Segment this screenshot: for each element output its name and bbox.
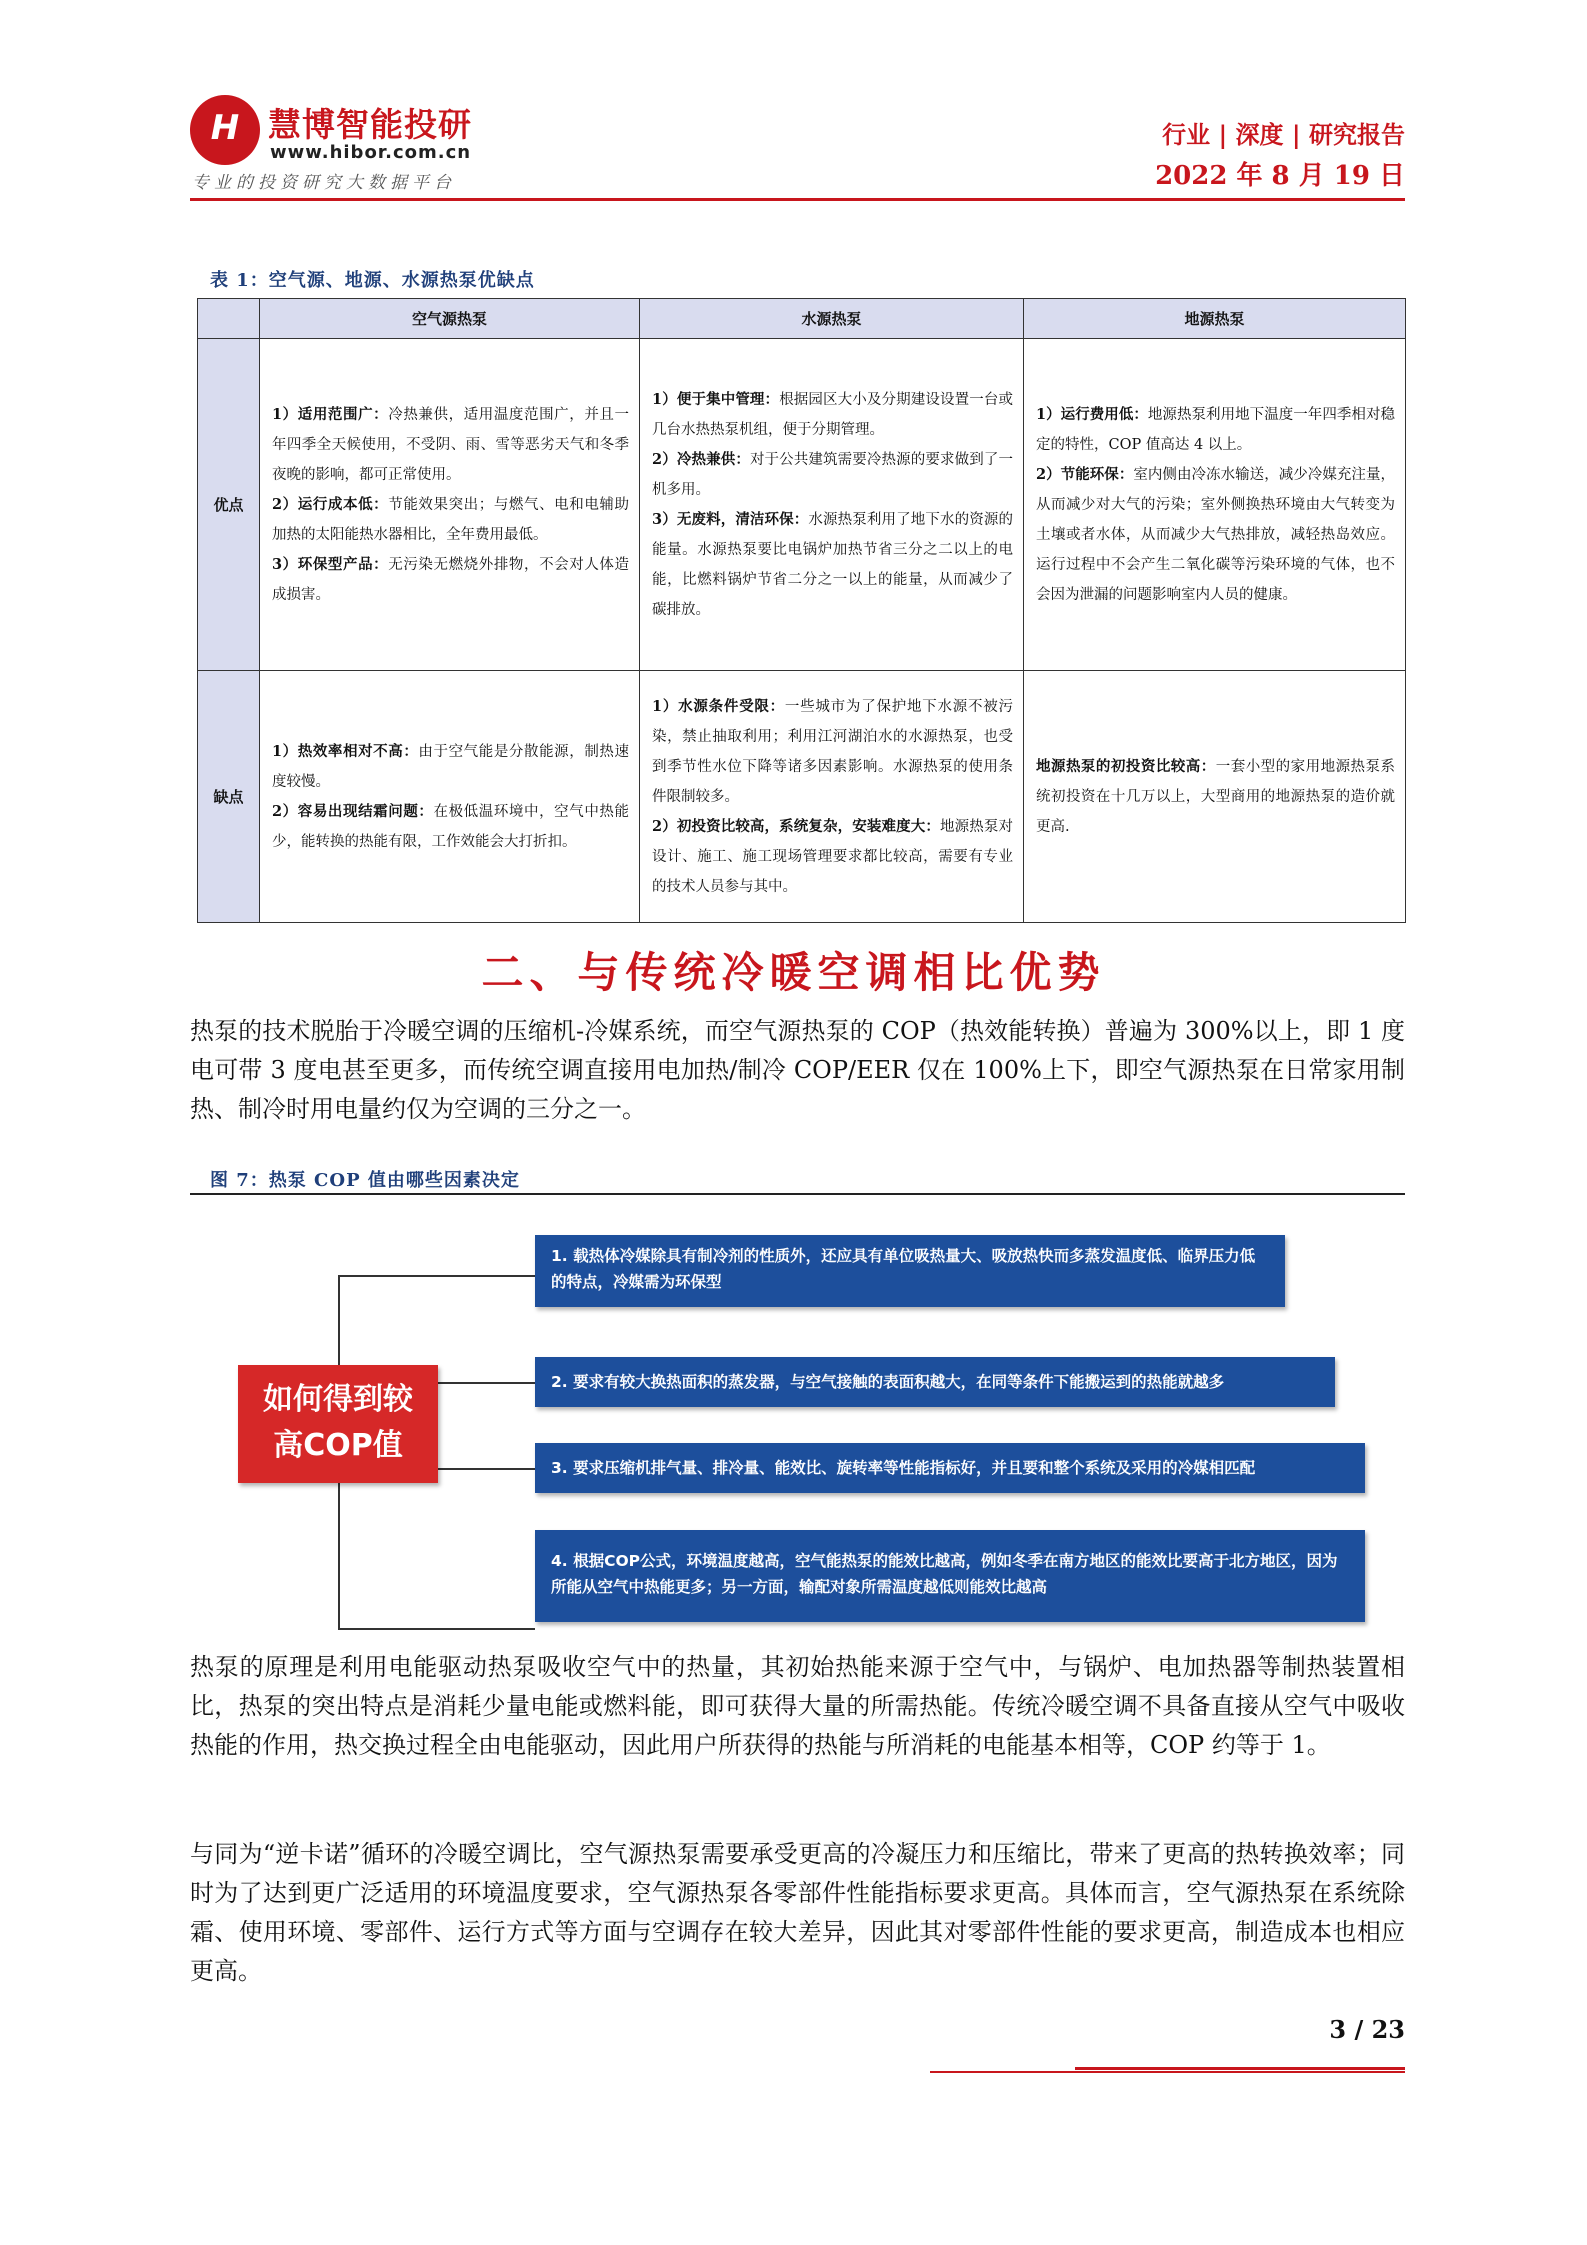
figure-caption: 图 7：热泵 COP 值由哪些因素决定: [210, 1170, 520, 1191]
table-cell: [1024, 671, 1406, 923]
cell-point: 3）环保型产品：无污染无燃烧外排物，不会对人体造成损害。: [272, 555, 630, 603]
hibor-logo-icon: H: [190, 95, 260, 165]
report-date: 2022 年 8 月 19 日: [1155, 161, 1405, 191]
logo-name: 慧博智能投研: [268, 105, 472, 144]
report-type: 行业 | 深度 | 研究报告: [1162, 120, 1405, 149]
cell-point: 地源热泵的初投资比较高：一套小型的家用地源热泵系统初投资在十几万以上，大型商用的地源热泵的造价就更高.: [1036, 757, 1396, 835]
table-cell: [260, 339, 640, 671]
row-label: 缺点: [198, 671, 260, 923]
paragraph-cop-intro: 热泵的技术脱胎于冷暖空调的压缩机-冷媒系统，而空气源热泵的 COP（热效能转换）普遍为 300%以上，即 1 度电可带 3 度电甚至更多，而传统空调直接用电加热/制冷 COP/EER 仅在 100%上下，即空气源热泵在日常家用制热、制冷时用电量约仅为空调的三分之一。: [190, 1017, 1405, 1123]
header-rule: [190, 198, 1405, 201]
paragraph-heat-pump-principle: 热泵的原理是利用电能驱动热泵吸收空气中的热量，其初始热能来源于空气中，与锅炉、电加热器等制热装置相比，热泵的突出特点是消耗少量电能或燃料能，即可获得大量的所需热能。传统冷暖空调不具备直接从空气中吸收热能的作用，热交换过程全由电能驱动，因此用户所获得的热能与所消耗的电能基本相等，COP 约等于 1。: [190, 1653, 1405, 1759]
page-header: [190, 95, 1405, 200]
table-caption: 表 1：空气源、地源、水源热泵优缺点: [210, 270, 535, 291]
factor-box: 2. 要求有较大换热面积的蒸发器，与空气接触的表面积越大，在同等条件下能搬运到的热能就越多: [535, 1357, 1335, 1407]
comparison-table: [197, 298, 1406, 923]
cell-point: 2）初投资比较高，系统复杂，安装难度大：地源热泵对设计、施工、施工现场管理要求都比较高，需要有专业的技术人员参与其中。: [652, 817, 1013, 895]
table-cell: [1024, 339, 1406, 671]
cell-point: 2）节能环保：室内侧由冷冻水输送，减少冷媒充注量，从而减少对大气的污染；室外侧换热环境由大气转变为土壤或者水体，从而减少大气热排放，减轻热岛效应。运行过程中不会产生二氧化碳等污染环境的气体，也不会因为泄漏的问题影响室内人员的健康。: [1036, 465, 1395, 603]
table-header-row: [198, 299, 1406, 339]
cell-point: 1）便于集中管理：根据园区大小及分期建设设置一台或几台水热热泵机组，便于分期管理。: [652, 390, 1014, 438]
cell-point: 1）热效率相对不高：由于空气能是分散能源，制热速度较慢。: [272, 742, 629, 790]
diagram-connector: [438, 1468, 535, 1470]
cell-point: 2）冷热兼供：对于公共建筑需要冷热源的要求做到了一机多用。: [652, 450, 1013, 498]
logo-slogan: 专业的投资研究大数据平台: [192, 173, 456, 193]
row-label: 优点: [198, 339, 260, 671]
footer-rule: [1075, 2067, 1405, 2070]
cell-point: 1）水源条件受限：一些城市为了保护地下水源不被污染，禁止抽取利用；利用江河湖泊水的水源热泵，也受到季节性水位下降等诸多因素影响。水源热泵的使用条件限制较多。: [652, 697, 1014, 805]
table-corner: [198, 299, 260, 339]
logo-url: www.hibor.com.cn: [270, 142, 472, 163]
diagram-connector: [438, 1382, 535, 1384]
table-cell: [260, 671, 640, 923]
paragraph-carnot-comparison: 与同为“逆卡诺”循环的冷暖空调比，空气源热泵需要承受更高的冷凝压力和压缩比，带来了更高的热转换效率；同时为了达到更广泛适用的环境温度要求，空气源热泵各零部件性能指标要求更高。具体而言，空气源热泵在系统除霜、使用环境、零部件、运行方式等方面与空调存在较大差异，因此其对零部件性能的要求更高，制造成本也相应更高。: [190, 1840, 1405, 1985]
factor-box: 4. 根据COP公式，环境温度越高，空气能热泵的能效比越高，例如冬季在南方地区的能效比要高于北方地区，因为所能从空气中热能更多；另一方面，输配对象所需温度越低则能效比越高: [535, 1530, 1365, 1622]
factor-box: 3. 要求压缩机排气量、排冷量、能效比、旋转率等性能指标好，并且要和整个系统及采用的冷媒相匹配: [535, 1443, 1365, 1493]
cell-point: 2）容易出现结霜问题：在极低温环境中，空气中热能少，能转换的热能有限，工作效能会大打折扣。: [272, 802, 629, 850]
footer-rule: [930, 2071, 1405, 2073]
figure-caption-rule: [190, 1193, 1405, 1195]
table-cell: [640, 671, 1024, 923]
diagram-center-box: [238, 1365, 438, 1483]
cell-point: 3）无废料，清洁环保：水源热泵利用了地下水的资源的能量。水源热泵要比电锅炉加热节省三分之二以上的电能，比燃料锅炉节省二分之一以上的能量，从而减少了碳排放。: [652, 510, 1013, 618]
column-header: 地源热泵: [1024, 299, 1406, 339]
column-header: 水源热泵: [640, 299, 1024, 339]
section-title: 二、与传统冷暖空调相比优势: [481, 948, 1106, 997]
cell-point: 1）适用范围广：冷热兼供，适用温度范围广，并且一年四季全天候使用，不受阴、雨、雪等恶劣天气和冬季夜晚的影响，都可正常使用。: [272, 405, 630, 483]
diagram-connector: [338, 1275, 535, 1277]
page-number: 3 / 23: [1329, 2015, 1405, 2044]
diagram-connector: [338, 1628, 535, 1630]
cell-point: 2）运行成本低：节能效果突出；与燃气、电和电辅助加热的太阳能热水器相比，全年费用最低。: [272, 495, 630, 543]
table-cell: [640, 339, 1024, 671]
column-header: 空气源热泵: [260, 299, 640, 339]
center-box-line: 如何得到较: [263, 1382, 413, 1417]
factor-box: 1. 载热体冷媒除具有制冷剂的性质外，还应具有单位吸热量大、吸放热快而多蒸发温度低、临界压力低的特点，冷媒需为环保型: [535, 1235, 1285, 1307]
cop-factors-diagram: [190, 1215, 1405, 1635]
table-row: [198, 339, 1406, 671]
cell-point: 1）运行费用低：地源热泵利用地下温度一年四季相对稳定的特性，COP 值高达 4 以上。: [1036, 405, 1395, 453]
center-box-line: 高COP值: [273, 1428, 403, 1463]
table-row: [198, 671, 1406, 923]
